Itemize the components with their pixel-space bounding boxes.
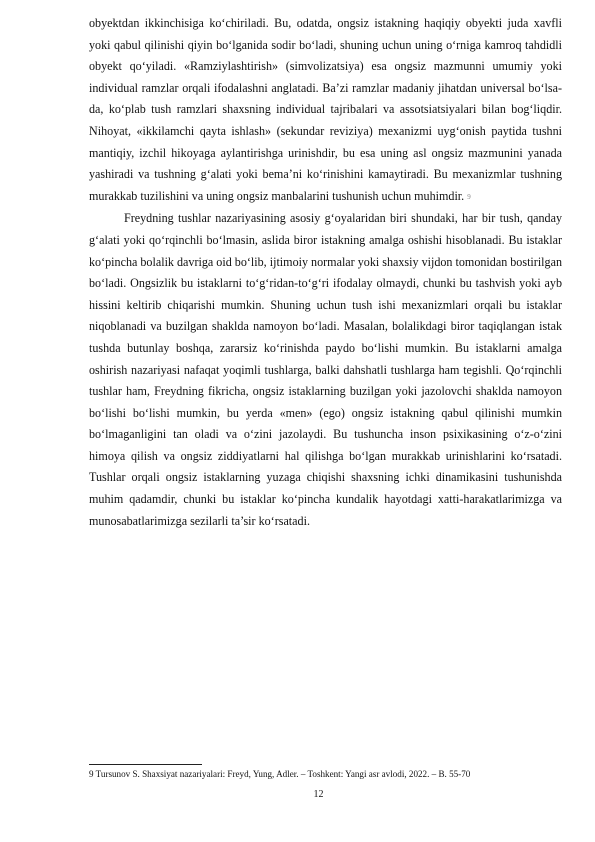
- paragraph-1: [89, 13, 562, 208]
- page-number: 12: [313, 789, 324, 800]
- footnote-divider: [89, 764, 202, 765]
- footnote-marker: 9: [467, 192, 471, 201]
- body-text: [89, 13, 562, 532]
- paragraph-2: Freydning tushlar nazariyasining asosiy g‘oyalaridan biri shundaki, har bir tush, qanday g‘alati yoki qo‘rqinchli bo‘lmasin, aslida biror istakning amalga oshishi hisoblanadi. Bu istaklar ko‘pincha bolalik davriga oid bo‘lib, ijtimoiy normalar yoki shaxsiy vijdon tomonidan bostirilgan bo‘ladi. Ongsizlik bu istaklarni to‘g‘ridan-to‘g‘ri ifodalay olmaydi, chunki bu tashvish yoki ayb hissini keltirib chiqarishi mumkin. Shuning uchun tush ishi mexanizmlari orqali bu istaklar niqoblanadi va buzilgan shaklda namoyon bo‘ladi. Masalan, bolalikdagi biror taqiqlangan istak tushda butunlay boshqa, zararsiz ko‘rinishda paydo bo‘lishi mumkin. Bu istaklarni amalga oshirish nazariyasi nafaqat yoqimli tushlarga, balki dahshatli tushlarga ham tegishli. Qo‘rqinchli tushlar ham, Freydning fikricha, ongsiz istaklarning buzilgan yoki jazolovchi shaklda namoyon bo‘lishi bo‘lishi mumkin, bu yerda «men» (ego) ongsiz istakning qabul qilinishi mumkin bo‘lmaganligini tan oladi va o‘zini jazolaydi. Bu tushuncha inson psixikasining o‘z-o‘zini himoya qilish va ongsiz ziddiyatlarni hal qilishga bo‘lgan murakkab urinishlarini ko‘rsatadi. Tushlar orqali ongsiz istaklarning yuzaga chiqishi shaxsning ichki dinamikasini tushunishda muhim qadamdir, chunki bu istaklar ko‘pincha kundalik hayotdagi xatti-harakatlarimizga va munosabatlarimizga sezilarli ta’sir ko‘rsatadi.: [89, 211, 562, 528]
- footnote: 9 Tursunov S. Shaxsiyat nazariyalari: Freyd, Yung, Adler. – Toshkent: Yangi asr avlodi, 2022. – B. 55-70: [89, 769, 471, 779]
- paragraph-1-text: obyektdan ikkinchisiga ko‘chiriladi. Bu, odatda, ongsiz istakning haqiqiy obyekti juda xavfli yoki qabul qilinishi qiyin bo‘lganida sodir bo‘ladi, shuning uchun uning o‘rniga kamroq tahdidli obyekt qo‘yiladi. «Ramziylashtirish» (simvolizatsiya) esa ongsiz mazmunni umumiy yoki individual ramzlar orqali ifodalashni anglatadi. Ba’zi ramzlar madaniy jihatdan universal bo‘lsa-da, ko‘plab tush ramzlari shaxsning individual tajribalari va assotsiatsiyalari bilan bog‘liqdir. Nihoyat, «ikkilamchi qayta ishlash» (sekundar reviziya) mexanizmi uyg‘onish paytida tushni mantiqiy, izchil hikoyaga aylantirishga urinishdir, bu esa uning asl ongsiz mazmunini yanada yashiradi va tushning g‘alati yoki bema’ni ko‘rinishini kamaytiradi. Bu mexanizmlar tushning murakkab tuzilishini va uning ongsiz manbalarini tushunish uchun muhimdir.: [89, 16, 562, 203]
